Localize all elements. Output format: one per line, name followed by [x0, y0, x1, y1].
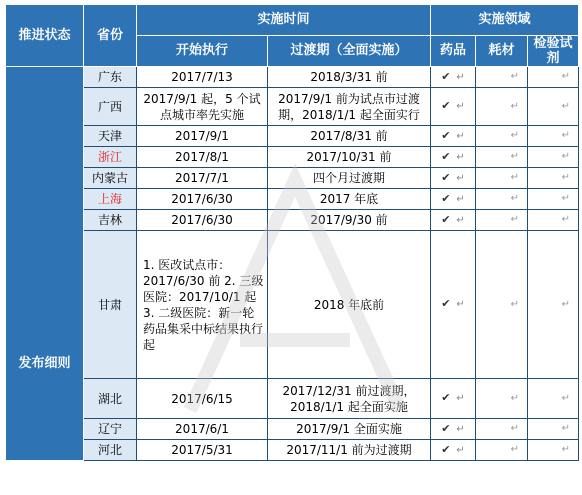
consumables-cell [476, 379, 528, 419]
return-mark-icon: ↵ [561, 100, 571, 112]
header-province: 省份 [84, 5, 137, 67]
drugs-check-cell [431, 126, 476, 147]
consumables-cell [476, 419, 528, 440]
drugs-check-cell [431, 67, 476, 88]
province-cell: 浙江 [84, 147, 137, 168]
province-cell: 天津 [84, 126, 137, 147]
return-mark-icon: ↵ [561, 71, 571, 82]
transition-cell: 2017/8/31 前 [268, 126, 431, 147]
table-row [6, 88, 579, 126]
reagents-cell [528, 189, 579, 210]
check-mark-icon: ✔ [441, 69, 451, 83]
start-cell: 2017/6/1 [137, 419, 268, 440]
province-cell: 内蒙古 [84, 168, 137, 189]
check-mark-icon: ✔ [441, 170, 451, 184]
drugs-check-cell [431, 147, 476, 168]
transition-cell: 2017/9/1 前为试点市过渡期，2018/1/1 起全面实行 [268, 88, 431, 126]
return-mark-icon: ↵ [510, 100, 520, 112]
header-start: 开始执行 [137, 36, 268, 67]
consumables-cell [476, 126, 528, 147]
transition-cell: 2017/11/1 前为过渡期 [268, 440, 431, 461]
consumables-cell [476, 189, 528, 210]
check-mark-icon: ✔ [441, 128, 451, 142]
return-mark-icon: ↵ [456, 299, 465, 310]
drugs-check-cell [431, 379, 476, 419]
consumables-cell [476, 67, 528, 88]
province-cell: 上海 [84, 189, 137, 210]
drugs-check-cell [431, 210, 476, 231]
check-mark-icon: ✔ [441, 212, 451, 226]
table-row [6, 231, 579, 379]
return-mark-icon: ↵ [561, 193, 571, 204]
return-mark-icon: ↵ [561, 151, 571, 162]
reagents-cell [528, 210, 579, 231]
consumables-cell [476, 231, 528, 379]
start-cell: 1. 医改试点市：2017/6/30 前 2. 三级医院：2017/10/1 起 3. 二级医院：新一轮药品集采中标结果执行起 [137, 231, 268, 379]
province-cell: 广西 [84, 88, 137, 126]
province-cell: 甘肃 [84, 231, 137, 379]
drugs-check-cell [431, 440, 476, 461]
transition-cell: 2018 年底前 [268, 231, 431, 379]
consumables-cell [476, 210, 528, 231]
reagents-cell [528, 88, 579, 126]
transition-cell: 2017/12/31 前过渡期，2018/1/1 起全面实施 [268, 379, 431, 419]
province-cell: 吉林 [84, 210, 137, 231]
table-row [6, 210, 579, 231]
consumables-cell [476, 168, 528, 189]
start-cell: 2017/7/13 [137, 67, 268, 88]
reagents-cell [528, 126, 579, 147]
drugs-check-cell [431, 88, 476, 126]
return-mark-icon: ↵ [561, 392, 571, 404]
drugs-check-cell [431, 168, 476, 189]
start-cell: 2017/9/1 起，5 个试点城市率先实施 [137, 88, 268, 126]
check-mark-icon: ✔ [441, 191, 451, 205]
reagents-cell [528, 419, 579, 440]
return-mark-icon: ↵ [456, 193, 465, 205]
table-row [6, 168, 579, 189]
return-mark-icon: ↵ [510, 193, 520, 204]
reagents-cell [528, 168, 579, 189]
header-time-group: 实施时间 [137, 5, 431, 36]
start-cell: 2017/6/30 [137, 210, 268, 231]
consumables-cell [476, 88, 528, 126]
return-mark-icon: ↵ [456, 423, 465, 435]
table-body [6, 67, 579, 461]
return-mark-icon: ↵ [456, 151, 465, 163]
return-mark-icon: ↵ [456, 214, 465, 226]
return-mark-icon: ↵ [510, 151, 520, 162]
transition-cell: 2018/3/31 前 [268, 67, 431, 88]
return-mark-icon: ↵ [456, 444, 465, 456]
return-mark-icon: ↵ [456, 130, 465, 142]
header-drugs: 药品 [431, 36, 476, 67]
header-status: 推进状态 [6, 5, 84, 67]
return-mark-icon: ↵ [561, 214, 571, 225]
start-cell: 2017/5/31 [137, 440, 268, 461]
return-mark-icon: ↵ [456, 172, 465, 184]
return-mark-icon: ↵ [510, 423, 520, 434]
header-reagents: 检验试剂 [528, 36, 579, 67]
drugs-check-cell [431, 189, 476, 210]
consumables-cell [476, 147, 528, 168]
table-row [6, 419, 579, 440]
return-mark-icon: ↵ [510, 444, 520, 455]
start-cell: 2017/6/30 [137, 189, 268, 210]
header-transition: 过渡期（全面实施） [268, 36, 431, 67]
check-mark-icon: ✔ [441, 149, 451, 163]
transition-cell: 2017 年底 [268, 189, 431, 210]
header-field-group: 实施领域 [431, 5, 579, 36]
consumables-cell [476, 440, 528, 461]
start-cell: 2017/6/15 [137, 379, 268, 419]
drugs-check-cell [431, 419, 476, 440]
province-cell: 广东 [84, 67, 137, 88]
reagents-cell [528, 147, 579, 168]
table-row [6, 67, 579, 88]
return-mark-icon: ↵ [510, 214, 520, 225]
drugs-check-cell [431, 231, 476, 379]
return-mark-icon: ↵ [561, 444, 571, 455]
start-cell: 2017/9/1 [137, 126, 268, 147]
return-mark-icon: ↵ [510, 130, 520, 141]
check-mark-icon: ✔ [441, 297, 451, 310]
transition-cell: 2017/10/31 前 [268, 147, 431, 168]
return-mark-icon: ↵ [510, 392, 520, 404]
return-mark-icon: ↵ [561, 172, 571, 183]
table-row [6, 379, 579, 419]
table-row [6, 126, 579, 147]
check-mark-icon: ✔ [441, 99, 451, 112]
check-mark-icon: ✔ [441, 442, 451, 456]
return-mark-icon: ↵ [456, 393, 465, 404]
table-row [6, 440, 579, 461]
check-mark-icon: ✔ [441, 391, 451, 404]
return-mark-icon: ↵ [510, 172, 520, 183]
policy-table [5, 4, 579, 461]
start-cell: 2017/8/1 [137, 147, 268, 168]
status-cell: 发布细则 [6, 67, 84, 461]
province-cell: 河北 [84, 440, 137, 461]
return-mark-icon: ↵ [561, 130, 571, 141]
reagents-cell [528, 379, 579, 419]
table-row [6, 189, 579, 210]
transition-cell: 2017/9/30 前 [268, 210, 431, 231]
header-consumables: 耗材 [476, 36, 528, 67]
reagents-cell [528, 67, 579, 88]
province-cell: 辽宁 [84, 419, 137, 440]
start-cell: 2017/7/1 [137, 168, 268, 189]
return-mark-icon: ↵ [456, 101, 465, 112]
transition-cell: 2017/9/1 全面实施 [268, 419, 431, 440]
return-mark-icon: ↵ [510, 298, 520, 310]
return-mark-icon: ↵ [510, 71, 520, 82]
return-mark-icon: ↵ [561, 298, 571, 310]
reagents-cell [528, 440, 579, 461]
return-mark-icon: ↵ [561, 423, 571, 434]
check-mark-icon: ✔ [441, 421, 451, 435]
province-cell: 湖北 [84, 379, 137, 419]
reagents-cell [528, 231, 579, 379]
transition-cell: 四个月过渡期 [268, 168, 431, 189]
return-mark-icon: ↵ [456, 71, 465, 83]
table-row [6, 147, 579, 168]
